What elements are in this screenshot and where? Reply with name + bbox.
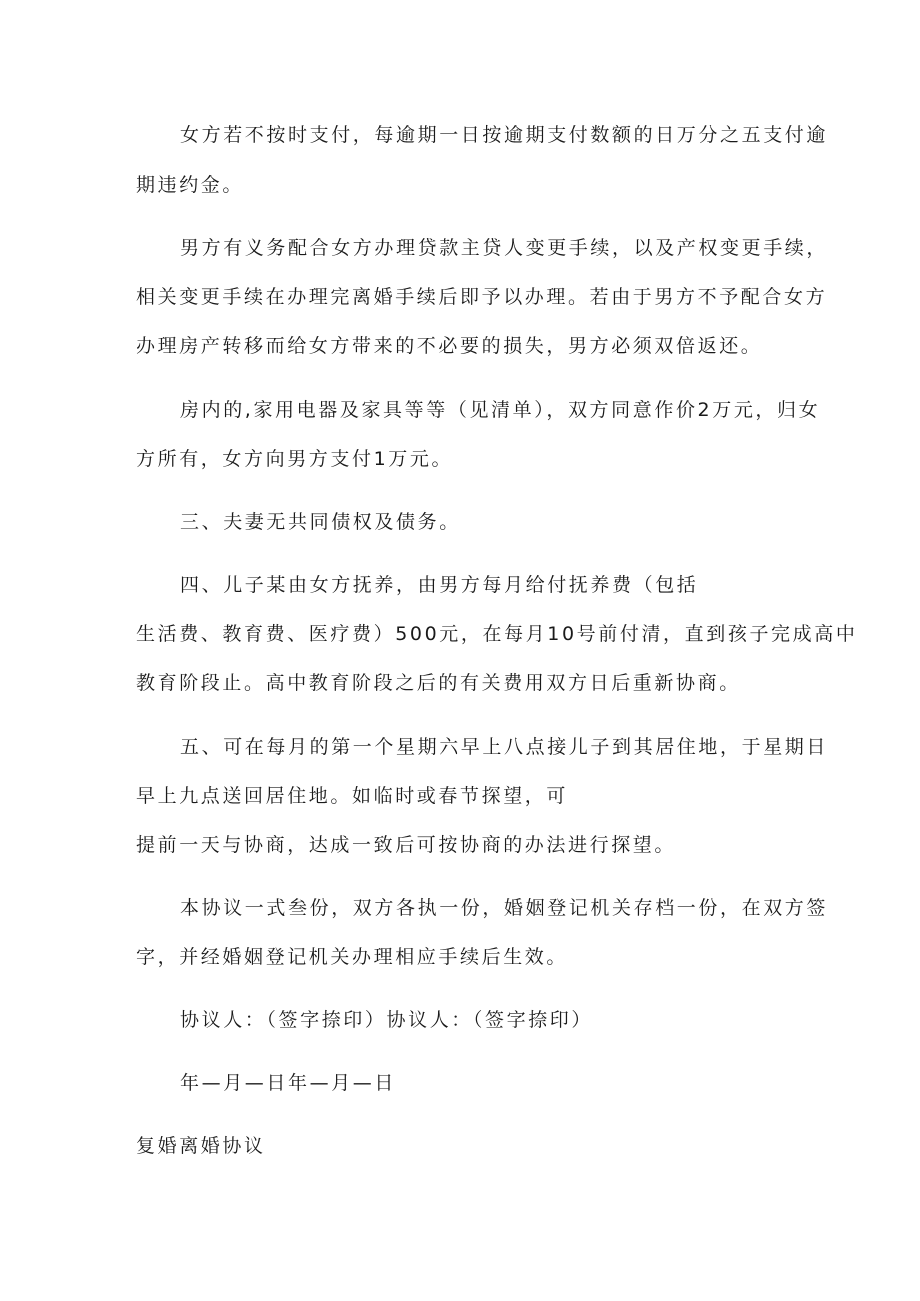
text-line: 教育阶段止。高中教育阶段之后的有关费用双方日后重新协商。	[136, 672, 741, 694]
section-title: 复婚离婚协议	[136, 1135, 266, 1157]
text-line: 期违约金。	[136, 174, 245, 196]
text-line: 早上九点送回居住地。如临时或春节探望，可	[136, 785, 569, 807]
text-line: 方所有，女方向男方支付1万元。	[136, 448, 454, 470]
text-line: 相关变更手续在办理完离婚手续后即予以办理。若由于男方不予配合女方	[136, 286, 828, 308]
date-line: 年—月—日年—月—日	[180, 1072, 397, 1094]
text-line: 五、可在每月的第一个星期六早上八点接儿子到其居住地，于星期日	[180, 736, 829, 758]
text-line: 生活费、教育费、医疗费）500元，在每月10号前付清，直到孩子完成高中	[136, 623, 858, 645]
text-line: 女方若不按时支付，每逾期一日按逾期支付数额的日万分之五支付逾	[180, 124, 829, 146]
text-line: 本协议一式叁份，双方各执一份，婚姻登记机关存档一份，在双方签	[180, 897, 829, 919]
text-line: 字，并经婚姻登记机关办理相应手续后生效。	[136, 946, 569, 968]
text-line: 男方有义务配合女方办理贷款主贷人变更手续，以及产权变更手续，	[180, 237, 829, 259]
text-line: 四、儿子某由女方抚养，由男方每月给付抚养费（包括	[180, 574, 699, 596]
text-line: 房内的,家用电器及家具等等（见清单），双方同意作价2万元，归女	[180, 399, 821, 421]
text-line: 办理房产转移而给女方带来的不必要的损失，男方必须双倍返还。	[136, 335, 763, 357]
signature-line: 协议人：（签字捺印）协议人：（签字捺印）	[180, 1009, 594, 1031]
text-line: 提前一天与协商，达成一致后可按协商的办法进行探望。	[136, 834, 677, 856]
text-line: 三、夫妻无共同债权及债务。	[180, 511, 461, 533]
